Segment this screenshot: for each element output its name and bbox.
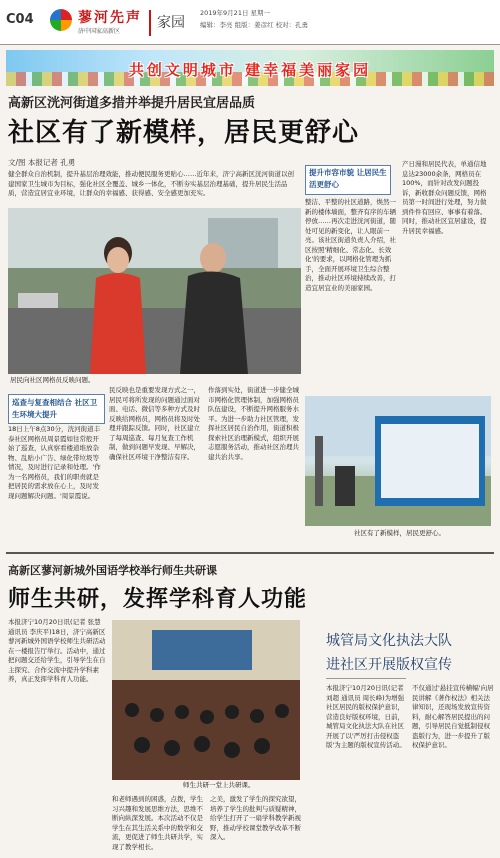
article1-sidebar-title: 提升市容市貌 让居民生活更舒心 bbox=[309, 168, 387, 189]
article2-photo-caption: 师生共研一堂上共研课。 bbox=[183, 781, 255, 789]
article3-column2: 不仅通过'悬挂宣传横幅'向居民讲解《著作权法》相关法律知识，还现场发放宣传资料，耐心解答居民提出的问题，引导居民自觉抵制侵权盗版行为，进一步提升了版权保护意识。 bbox=[412, 684, 494, 749]
section-divider bbox=[6, 552, 494, 554]
section-name: 家园 bbox=[157, 15, 185, 31]
article1-photo-illustration bbox=[8, 208, 301, 374]
article1-lead: 健全群众自治机制，提升基层治理效能，推动便民服务更贴心……近年来，济宁高新区洸河街道以创建国家卫生城市为目标，强化社区全覆盖、城乡一体化，不断夯实基层治理基础，提升居民生活品质，营造宜居宜业环境，让群众的幸福感、获得感、安全感更加充实。 bbox=[8, 170, 294, 197]
article1-kicker: 高新区洸河街道多措并举提升居民宜居品质 bbox=[8, 96, 256, 111]
civilization-banner bbox=[6, 50, 494, 86]
article1-photo2-caption: 社区有了新模样，居民更舒心。 bbox=[354, 529, 445, 537]
article1-column3: 作落到实处，街道进一步健全城市网格化管理体制，加强网格员队伍建设，不断提升网格服务水平。为进一步助力社区管理，发挥社区居民自治作用，街道积极探索社区治理新模式，组织开展志愿服务活动，推动社区治理共建共治共享。 bbox=[208, 386, 299, 461]
article2-column3: 之美，激发了学生的探究欲望，培养了学生的批判与质疑精神，给学生打开了一扇学科教学新视野，推动学校课堂教学改革不断深入。 bbox=[210, 795, 301, 841]
article1-photo2 bbox=[305, 396, 491, 526]
article3-column1: 本报济宁10月20日讯(记者 刘超 通讯员 周长峰)为增强社区居民的版权保护意识，营造良好版权环境，日前，城管局文化执法大队在社区开展了以'严厉打击侵权盗版'为主题的版权宣传活动。 bbox=[326, 684, 406, 749]
article1-photo-caption: 居民向社区网格员反映问题。 bbox=[10, 376, 95, 384]
article1-photo2-illustration bbox=[305, 396, 491, 526]
issue-date: 2019年9月21日 星期一 bbox=[200, 9, 271, 17]
article2-photo bbox=[112, 620, 300, 780]
newspaper-logo-subtitle: 济中国家高新区 bbox=[78, 28, 121, 35]
article3-headline-line1: 城管局文化执法大队 bbox=[326, 633, 452, 649]
article2-kicker: 高新区蓼河新城外国语学校举行师生共研课 bbox=[8, 564, 217, 577]
banner-slogan: 共创文明城市 建幸福美丽家园 bbox=[128, 61, 372, 79]
article2-headline: 师生共研，发挥学科育人功能 bbox=[8, 587, 308, 612]
article1-sidebar-body: 整洁、平整的社区道路，焕然一新的楼体墙面，整齐有序的车辆停放……再次走进洸河街道，随处可见的新变化，让人眼前一亮。该社区街道负责人介绍，社区按照'精细化、常态化、长效化'的要求，以网格化管理为抓手，全面开展环境卫生综合整治，推动社区环境持续改善，打造宜居宜业的美丽家园。 bbox=[305, 198, 396, 292]
article1-column4: 产日漫和居民代表，单通信地息达23000余条，网格员在100%，而针对改发问题投诉，新收群众问题反馈，网格员第一时间进行处理，努力做到件件有回应、事事有着落。同时，推动社区宜居建设，提升居民幸福感。 bbox=[402, 160, 487, 235]
article1-byline: 文/图 本报记者 孔勇 bbox=[8, 158, 76, 167]
article1-headline: 社区有了新模样，居民更舒心 bbox=[8, 118, 360, 148]
article1-column1: 18日上午8点30分，洸河街道丰泰社区网格员周景霞如往常般开始了巡查，认真察看楼道堆放杂物、乱贴小广告、绿化带垃圾等情况，及时进行记录和处理。'作为一名网格员，我们的职责就是把居民的需求放在心上，及时发现问题解决问题。'周景霞说。 bbox=[8, 425, 101, 500]
article1-subhead: 巡查与复查相结合 社区卫生环境大提升 bbox=[12, 398, 98, 419]
article3-headline-line2: 进社区开展版权宣传 bbox=[326, 657, 452, 673]
page-number: C04 bbox=[6, 12, 34, 27]
article1-column2: 民反映也是重要发现方式之一，居民可将所发现的问题通过面对面、电话、微信等多种方式及时反映给网格员，网格员将及时处理并跟踪反馈。同时，社区建立了每周巡查、每月复查工作机制，做到问题早发现、早解决，确保社区环境干净整洁有序。 bbox=[109, 386, 200, 461]
article2-photo-illustration bbox=[112, 620, 300, 780]
article2-column2: 和老师遇到的困惑，点拨，学生习兴趣和发展思维方法，思维不断向纵深发展。本次活动不仅是学生在其生活关系中的数学和交流，更促进了师生共研共学，实现了教学相长。 bbox=[112, 795, 203, 851]
header-divider bbox=[149, 10, 151, 36]
newspaper-logo-icon bbox=[50, 9, 72, 31]
newspaper-logo-text: 蓼河先声 bbox=[78, 10, 142, 26]
article1-photo bbox=[8, 208, 301, 374]
article3-rule bbox=[326, 678, 406, 679]
editor-credits: 编辑：李亮 组版：姜彦红 校对：孔勇 bbox=[200, 21, 309, 29]
article2-column1: 本报济宁10月20日讯(记者 张慧 通讯员 李庆平)18日，济宁高新区蓼河新城外国语学校师生共研活动在一楼报告厅举行。活动中，通过把问题交还给学生，引导学生在自主探究、合作交流中提升学科素养，真正发挥学科育人功能。 bbox=[8, 618, 106, 683]
